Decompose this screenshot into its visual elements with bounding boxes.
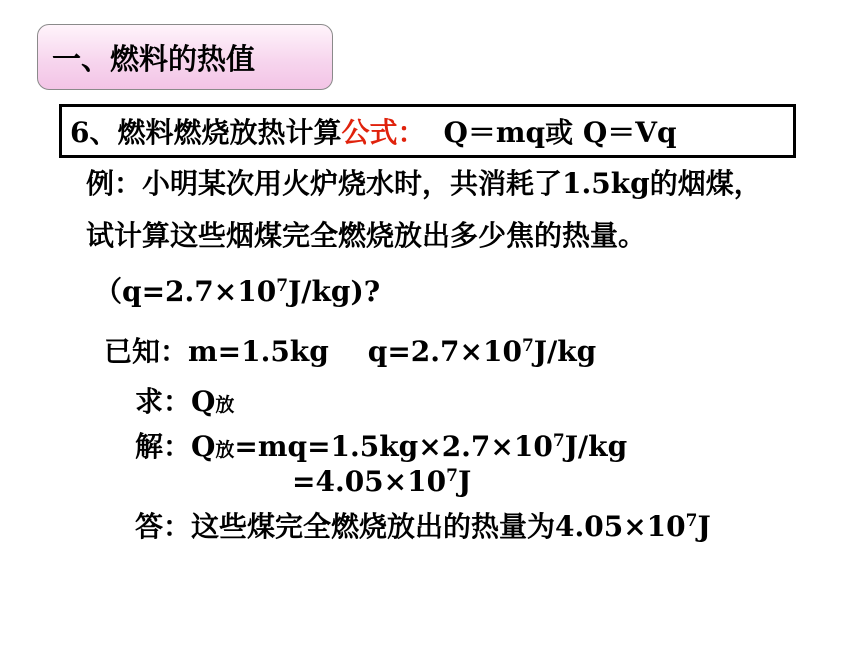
solve-prefix: 解：Q — [135, 430, 216, 463]
example-q-value — [94, 270, 380, 310]
formula-label: 6、燃料燃烧放热计算 — [70, 116, 342, 149]
answer-suffix: J — [697, 510, 711, 543]
result-line — [292, 465, 471, 498]
answer-prefix: 答：这些煤完全燃烧放出的热量为4.05×10 — [135, 510, 686, 543]
answer-line — [135, 505, 711, 545]
q-exponent: 7 — [276, 276, 289, 296]
known-prefix: 已知：m=1.5kg q=2.7×10 — [104, 335, 522, 368]
find-prefix: 求：Q — [135, 385, 216, 418]
solve-exponent: 7 — [552, 431, 565, 451]
q-suffix: J/kg)? — [288, 275, 381, 308]
formula-expression: Q＝mq或 Q＝Vq — [443, 116, 677, 149]
formula-highlight: 公式： — [341, 116, 426, 149]
known-suffix: J/kg — [533, 335, 597, 368]
find-line — [135, 380, 234, 420]
solve-suffix: J/kg — [564, 430, 628, 463]
solve-subscript: 放 — [215, 439, 235, 461]
solve-mid: =mq=1.5kg×2.7×10 — [234, 430, 553, 463]
result-prefix: =4.05×10 — [292, 465, 447, 498]
q-prefix: （q=2.7×10 — [94, 275, 277, 308]
find-subscript: 放 — [215, 394, 235, 416]
section-title: 一、燃料的热值 — [52, 41, 256, 76]
answer-exponent: 7 — [685, 511, 698, 531]
example-line-2: 试计算这些烟煤完全燃烧放出多少焦的热量。 — [86, 219, 647, 252]
solve-line — [135, 425, 627, 465]
known-line — [104, 330, 596, 370]
result-suffix: J — [457, 465, 472, 498]
result-exponent: 7 — [446, 466, 458, 486]
known-exponent: 7 — [521, 336, 534, 356]
formula-box — [59, 104, 796, 158]
section-title-box — [37, 24, 333, 90]
example-line-1: 例：小明某次用火炉烧水时，共消耗了1.5kg的烟煤， — [86, 167, 762, 200]
